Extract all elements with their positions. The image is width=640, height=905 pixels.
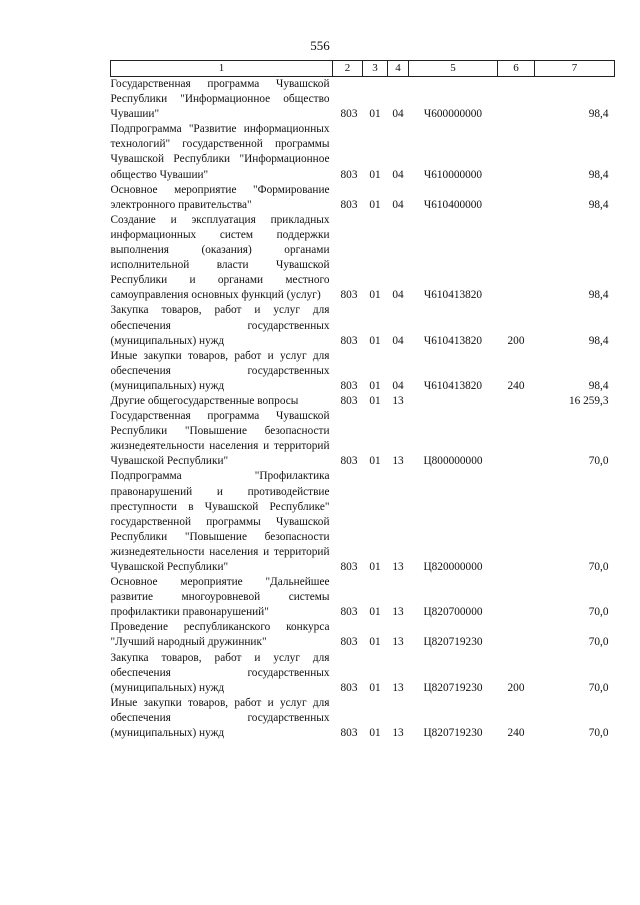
row-subsection-code: 13 bbox=[392, 561, 404, 573]
row-expense-type: 240 bbox=[507, 727, 525, 740]
row-section-code: 01 bbox=[369, 636, 381, 649]
page-number: 556 bbox=[310, 38, 330, 53]
row-target-code: Ц820719230 bbox=[423, 636, 483, 649]
row-name: Иные закупки товаров, работ и услуг для обеспечения государственных (муниципальных) нужд bbox=[110, 349, 330, 392]
row-expense-type bbox=[498, 77, 535, 123]
row-name: Государственная программа Чувашской Республики "Повышение безопасности жизнедеятельности населения и территорий Чувашской Республики" bbox=[110, 410, 330, 468]
row-name: Закупка товаров, работ и услуг для обеспечения государственных (муниципальных) нужд bbox=[110, 651, 330, 694]
row-subsection-code: 04 bbox=[392, 168, 404, 181]
row-amount: 98,4 bbox=[588, 198, 609, 211]
row-gr-code: 803 bbox=[340, 334, 358, 347]
row-gr-code: 803 bbox=[340, 606, 358, 619]
row-subsection-code: 13 bbox=[392, 636, 404, 649]
row-section-code: 01 bbox=[369, 289, 381, 302]
row-amount: 16 259,3 bbox=[568, 394, 609, 407]
row-expense-type bbox=[498, 122, 535, 182]
row-expense-type bbox=[498, 409, 535, 469]
row-amount: 70,0 bbox=[588, 455, 609, 468]
row-expense-type: 200 bbox=[507, 334, 525, 347]
row-name: Основное мероприятие "Формирование электронного правительства" bbox=[110, 183, 330, 211]
table-row bbox=[111, 122, 615, 182]
row-amount: 98,4 bbox=[588, 334, 609, 347]
table-row bbox=[111, 303, 615, 348]
row-section-code: 01 bbox=[369, 727, 381, 740]
row-subsection-code: 13 bbox=[392, 681, 404, 694]
row-target-code: Ц820719230 bbox=[423, 681, 483, 694]
row-name: Создание и эксплуатация прикладных информационных систем поддержки выполнения (оказания) органами исполнительной власти Чувашской Республики и органами местного самоуправления основных функций (услуг) bbox=[110, 213, 330, 302]
row-name: Основное мероприятие "Дальнейшее развитие многоуровневой системы профилактики правонарушений" bbox=[110, 576, 330, 619]
row-name: Закупка товаров, работ и услуг для обеспечения государственных (муниципальных) нужд bbox=[110, 304, 330, 347]
row-section-code: 01 bbox=[369, 681, 381, 694]
table-row bbox=[111, 213, 615, 304]
row-target-code: Ч610413820 bbox=[423, 289, 483, 302]
header-cell: 2 bbox=[333, 61, 363, 77]
row-section-code: 01 bbox=[369, 561, 381, 573]
row-target-code: Ц800000000 bbox=[423, 455, 483, 468]
row-subsection-code: 04 bbox=[392, 108, 404, 121]
row-gr-code: 803 bbox=[340, 455, 358, 468]
row-section-code: 01 bbox=[369, 168, 381, 181]
row-target-code: Ч610400000 bbox=[423, 198, 483, 211]
row-amount: 98,4 bbox=[588, 108, 609, 121]
row-expense-type bbox=[498, 575, 535, 620]
row-gr-code: 803 bbox=[340, 379, 358, 392]
row-section-code: 01 bbox=[369, 334, 381, 347]
header-cell: 1 bbox=[111, 61, 333, 77]
row-expense-type bbox=[498, 213, 535, 304]
row-name: Государственная программа Чувашской Республики "Информационное общество Чувашии" bbox=[110, 78, 330, 121]
row-name: Иные закупки товаров, работ и услуг для обеспечения государственных (муниципальных) нужд bbox=[110, 696, 330, 740]
row-amount: 70,0 bbox=[588, 606, 609, 619]
row-target-code: Ц820719230 bbox=[423, 727, 483, 740]
table-row bbox=[111, 183, 615, 213]
row-expense-type bbox=[498, 620, 535, 650]
row-expense-type: 200 bbox=[507, 681, 525, 694]
row-expense-type bbox=[498, 469, 535, 575]
row-name: Подпрограмма "Профилактика правонарушений и противодействие преступности в Чувашской Республике" государственной программы Чувашской Республики "Повышение безопасности жизнедеятельности населения и территорий Чувашской Республики" bbox=[110, 470, 330, 573]
table-row bbox=[111, 651, 615, 696]
row-subsection-code: 04 bbox=[392, 379, 404, 392]
table-row bbox=[111, 394, 615, 409]
table-row bbox=[111, 409, 615, 469]
row-gr-code: 803 bbox=[340, 108, 358, 121]
header-cell: 3 bbox=[363, 61, 388, 77]
row-gr-code: 803 bbox=[340, 289, 358, 302]
row-gr-code: 803 bbox=[340, 561, 358, 573]
row-subsection-code: 13 bbox=[392, 394, 404, 407]
table-row bbox=[111, 575, 615, 620]
row-target-code bbox=[409, 394, 498, 409]
row-gr-code: 803 bbox=[340, 727, 358, 740]
table-row bbox=[111, 620, 615, 650]
row-gr-code: 803 bbox=[340, 168, 358, 181]
row-target-code: Ц820700000 bbox=[423, 606, 483, 619]
row-subsection-code: 13 bbox=[392, 727, 404, 740]
row-expense-type bbox=[498, 183, 535, 213]
row-expense-type bbox=[498, 394, 535, 409]
row-section-code: 01 bbox=[369, 394, 381, 407]
header-row bbox=[111, 61, 615, 77]
row-amount: 70,0 bbox=[588, 561, 609, 573]
row-subsection-code: 04 bbox=[392, 198, 404, 211]
row-section-code: 01 bbox=[369, 198, 381, 211]
row-section-code: 01 bbox=[369, 108, 381, 121]
row-name: Другие общегосударственные вопросы bbox=[110, 394, 299, 407]
header-cell: 4 bbox=[388, 61, 409, 77]
row-amount: 98,4 bbox=[588, 379, 609, 392]
row-expense-type: 240 bbox=[507, 379, 525, 392]
row-gr-code: 803 bbox=[340, 198, 358, 211]
row-target-code: Ч610000000 bbox=[423, 168, 483, 181]
row-section-code: 01 bbox=[369, 455, 381, 468]
row-amount: 70,0 bbox=[588, 727, 609, 740]
row-name: Проведение республиканского конкурса "Лучший народный дружинник" bbox=[110, 621, 330, 649]
row-target-code: Ч600000000 bbox=[423, 108, 483, 121]
row-target-code: Ч610413820 bbox=[423, 379, 483, 392]
row-amount: 98,4 bbox=[588, 168, 609, 181]
row-amount: 70,0 bbox=[588, 681, 609, 694]
table-row bbox=[111, 349, 615, 394]
row-subsection-code: 04 bbox=[392, 289, 404, 302]
row-subsection-code: 04 bbox=[392, 334, 404, 347]
header-cell: 6 bbox=[498, 61, 535, 77]
table-row bbox=[111, 469, 615, 575]
table-row bbox=[111, 696, 615, 741]
row-amount: 70,0 bbox=[588, 636, 609, 649]
row-section-code: 01 bbox=[369, 606, 381, 619]
row-subsection-code: 13 bbox=[392, 606, 404, 619]
header-cell: 5 bbox=[409, 61, 498, 77]
row-target-code: Ч610413820 bbox=[423, 334, 483, 347]
row-name: Подпрограмма "Развитие информационных технологий" государственной программы Чувашской Республики "Информационное общество Чувашии" bbox=[110, 123, 330, 181]
row-amount: 98,4 bbox=[588, 289, 609, 302]
row-gr-code: 803 bbox=[340, 636, 358, 649]
row-gr-code: 803 bbox=[340, 681, 358, 694]
row-gr-code: 803 bbox=[340, 394, 358, 407]
budget-table bbox=[110, 60, 615, 741]
row-subsection-code: 13 bbox=[392, 455, 404, 468]
row-target-code: Ц820000000 bbox=[423, 561, 483, 573]
table-row bbox=[111, 77, 615, 123]
header-cell: 7 bbox=[535, 61, 615, 77]
row-section-code: 01 bbox=[369, 379, 381, 392]
